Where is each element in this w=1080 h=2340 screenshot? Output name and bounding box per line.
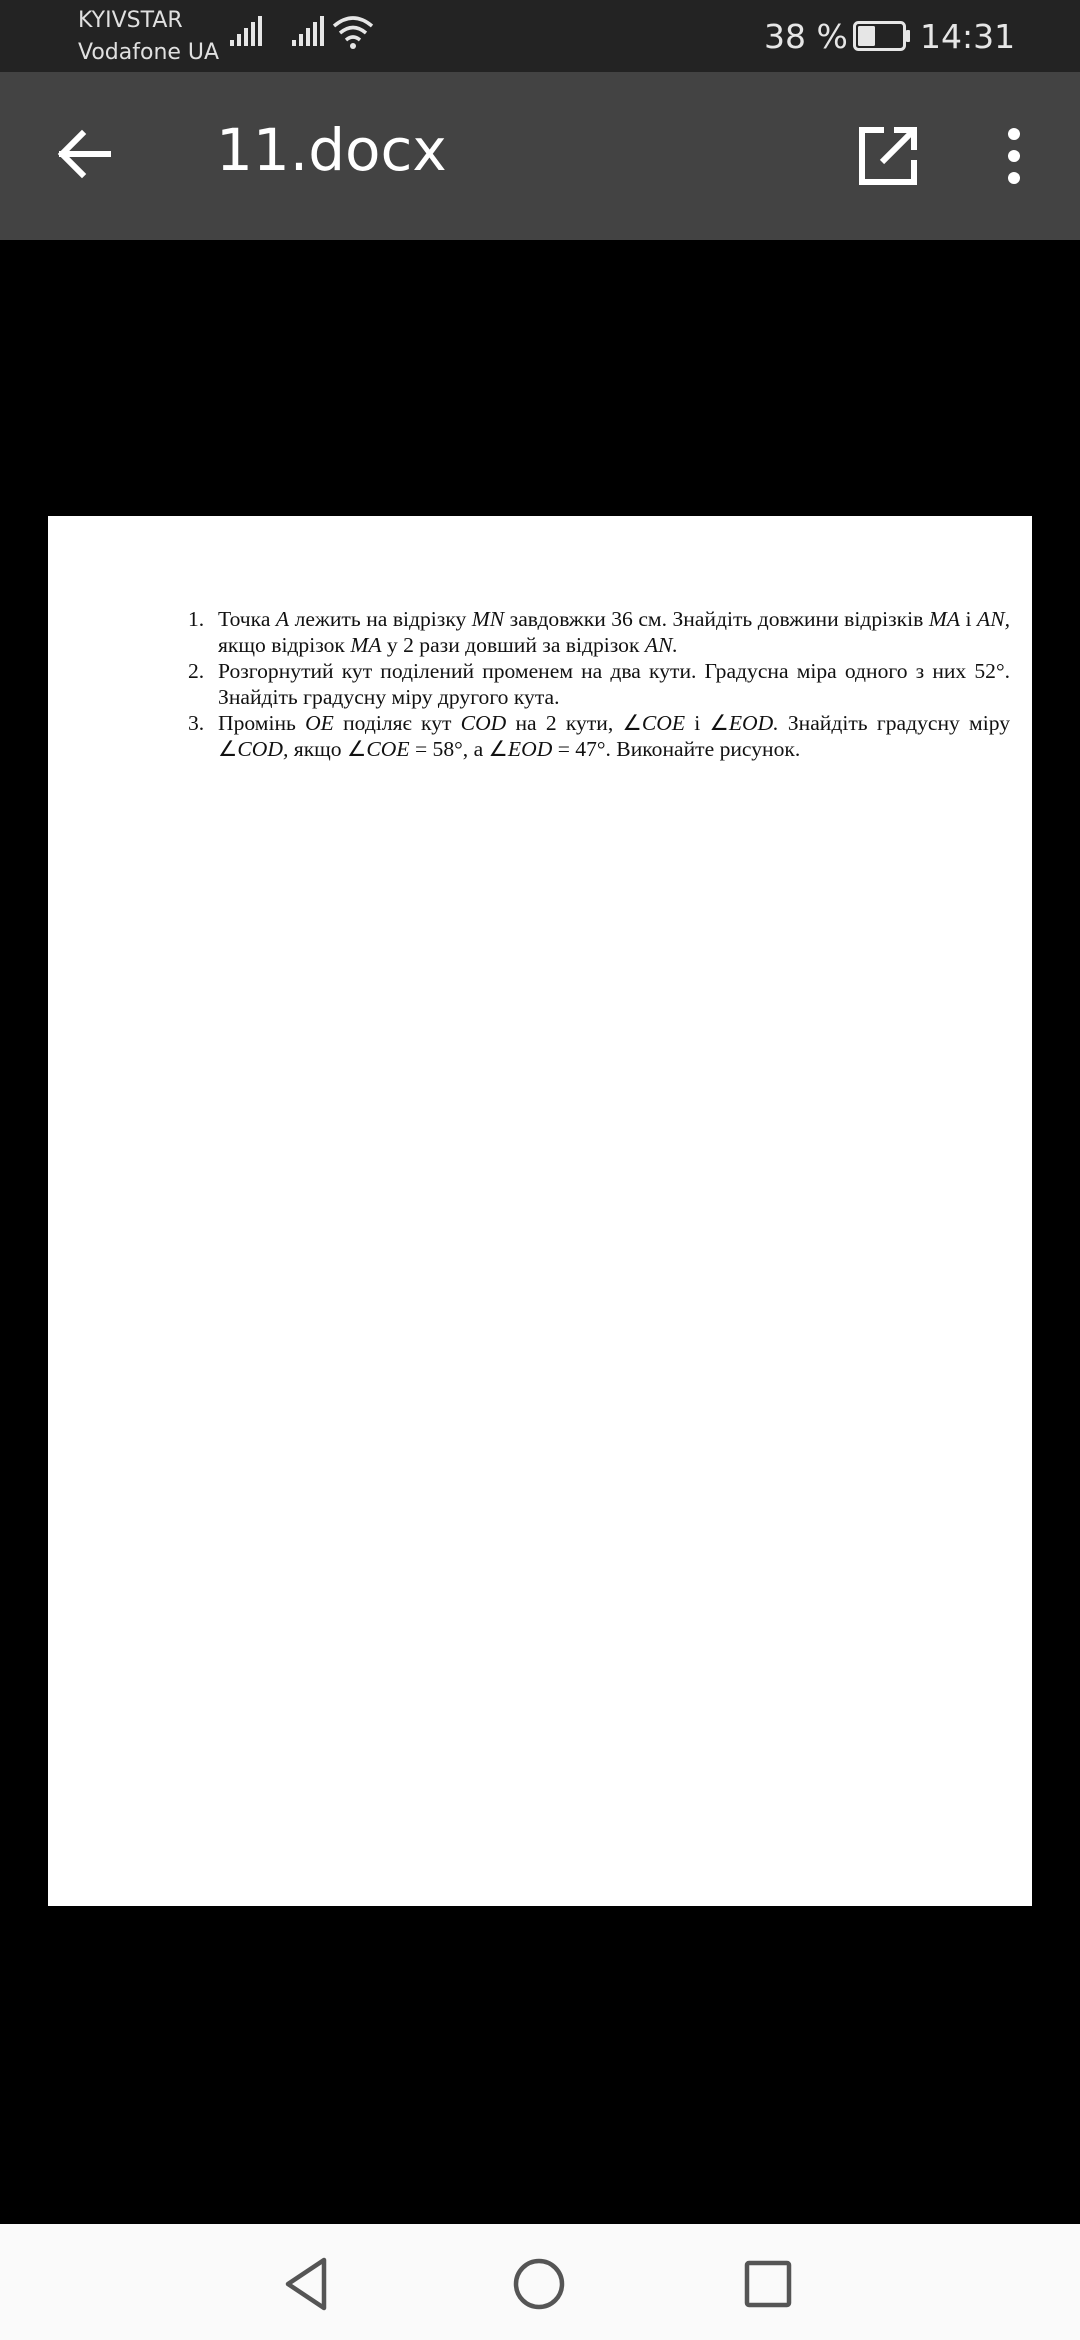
navigation-bar	[0, 2224, 1080, 2340]
task-math-symbol: COE	[366, 737, 410, 761]
document-title: 11.docx	[216, 116, 447, 184]
nav-recents-icon[interactable]	[738, 2254, 798, 2314]
task-math-symbol: MA	[928, 607, 961, 631]
document-page[interactable]	[48, 516, 1032, 1906]
battery-percent: 38 %	[764, 17, 848, 56]
task-math-symbol: AN,	[977, 607, 1010, 631]
carrier-name-primary: KYIVSTAR	[78, 8, 183, 33]
task-item	[188, 658, 1010, 710]
task-math-symbol: MA	[350, 633, 382, 657]
task-item	[188, 606, 1010, 658]
task-item	[188, 710, 1010, 762]
task-text: на 2 кути, ∠	[506, 711, 642, 735]
task-number: 1.	[188, 607, 205, 631]
task-text: = 58°, а ∠	[409, 737, 508, 761]
task-math-symbol: AN.	[644, 633, 678, 657]
open-external-icon[interactable]	[856, 124, 920, 188]
task-number: 2.	[188, 659, 205, 683]
task-text: Розгорнутий кут поділений променем на два кути. Градусна міра одного з них 52°. Знайдіть градусну міру другого кута.	[218, 659, 1010, 709]
task-text: Промінь	[218, 711, 306, 735]
task-math-symbol: COE	[641, 711, 686, 735]
task-math-symbol: EOD	[507, 737, 553, 761]
clock: 14:31	[920, 17, 1016, 56]
wifi-icon	[332, 16, 374, 50]
nav-back-icon[interactable]	[278, 2254, 338, 2314]
back-arrow-icon[interactable]	[52, 122, 116, 186]
task-text: якщо відрізок	[218, 633, 351, 657]
task-math-symbol: MN	[471, 607, 505, 631]
task-math-symbol: OE	[305, 711, 334, 735]
task-text: лежить на відрізку	[289, 607, 472, 631]
app-bar	[0, 72, 1080, 240]
task-list	[188, 606, 1010, 762]
task-text: і	[960, 607, 977, 631]
task-number: 3.	[188, 711, 205, 735]
task-text: завдовжки 36 см. Знайдіть довжини відрізків	[504, 607, 929, 631]
document-viewer[interactable]	[0, 240, 1080, 2224]
task-math-symbol: COD	[460, 711, 507, 735]
task-text: якщо ∠	[288, 737, 367, 761]
signal-icon	[292, 16, 328, 48]
status-bar	[0, 0, 1080, 72]
task-text: Знайдіть градусну міру ∠	[218, 711, 1011, 761]
task-text: Точка	[218, 607, 276, 631]
more-vert-icon[interactable]	[996, 124, 1032, 188]
battery-icon	[853, 21, 911, 51]
task-math-symbol: EOD.	[728, 711, 779, 735]
task-text: і ∠	[685, 711, 729, 735]
task-math-symbol: A	[275, 607, 290, 631]
task-text: у 2 рази довший за відрізок	[381, 633, 645, 657]
task-text: поділяє кут	[333, 711, 461, 735]
task-math-symbol: COD,	[237, 737, 289, 761]
task-text: = 47°. Виконайте рисунок.	[552, 737, 801, 761]
nav-home-icon[interactable]	[509, 2254, 569, 2314]
signal-icon	[230, 16, 266, 48]
carrier-name-secondary: Vodafone UA	[78, 40, 220, 65]
